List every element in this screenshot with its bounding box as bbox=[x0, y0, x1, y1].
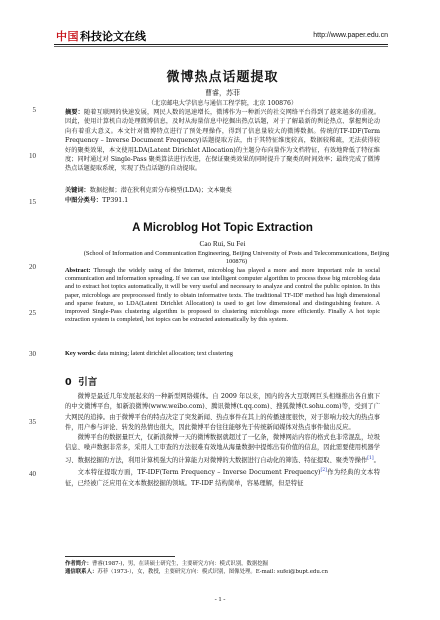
line-number: 20 bbox=[29, 263, 36, 271]
intro-body bbox=[65, 392, 380, 489]
line-number: 40 bbox=[29, 470, 36, 478]
abstract-text-en: Through the widely using of the Internet, microblog has played a more and more important role in social communication and information spreading. If we can use intelligent computer algorithm to process those big microblog data and to extract hot topics automatically, it will be very useful and necessary to analyze and control the public opinion. In this paper, microblogs are preprocessed firstly to obtain informative texts. The traditional TF-IDF method has high dimensional and sparse feature, so LDA(Latent Dirichlet Allocation) is used to get low dimensional and distinguishing feature. A improved Single-Pass clustering algorithm is proposed to clustering microblogs more efficiently. Finally A hot topic extraction system is completed, hot topics can be extracted automatically by this system. bbox=[65, 267, 380, 324]
footnote-author-text: 曹睿(1987-)，男，在读硕士研究生，主要研究方向：模式识别，数据挖掘 bbox=[91, 561, 269, 567]
line-number: 15 bbox=[29, 198, 36, 206]
paper-title-cn: 微博热点话题提取 bbox=[166, 70, 279, 85]
footnote-contact-text: 苏菲（1973-），女，教授，主要研究方向：模式识别，图像处理。E-mail: sufei@bupt.edu.cn bbox=[97, 569, 329, 575]
abstract-cn bbox=[65, 108, 380, 174]
header-divider bbox=[54, 44, 388, 45]
affiliation-cn: （北京邮电大学信息与通信工程学院，北京 100876） bbox=[147, 100, 298, 107]
footnote-contact-label: 通信联系人： bbox=[65, 569, 98, 575]
abstract-en bbox=[65, 267, 380, 324]
section-number: 0 bbox=[65, 377, 72, 388]
keywords-text-cn: 数据挖掘；潜在狄利克雷分布模型(LDA)；文本聚类 bbox=[89, 187, 232, 194]
logo-red-text: 中国 bbox=[56, 30, 79, 43]
line-number: 30 bbox=[29, 350, 36, 358]
logo-black-text: 科技论文在线 bbox=[80, 30, 146, 43]
citation-ref[interactable]: [1] bbox=[367, 455, 374, 461]
intro-paragraph-3-text: 文本特征提取方面，TF-IDF(Term Frequency – Inverse Document Frequency) bbox=[77, 469, 321, 477]
affiliation-en: (School of Information and Communication Engineering, Beijing University of Posts and Telecommunications, Beijing 100876) bbox=[83, 250, 390, 265]
keywords-en bbox=[65, 350, 380, 357]
paper-title-en: A Microblog Hot Topic Extraction bbox=[132, 222, 313, 234]
footnotes bbox=[65, 560, 380, 576]
site-url[interactable]: http://www.paper.edu.cn bbox=[313, 32, 388, 39]
footnote-contact bbox=[65, 568, 380, 576]
footnote-author-intro bbox=[65, 560, 380, 568]
abstract-label-cn: 摘要： bbox=[65, 109, 84, 116]
abstract-text-cn: 随着互联网的快速发展，网民人数的迅速增长，微博作为一种新兴的社交网络平台得到了越来越多的重视。因此，使用计算机自动处理微博信息，及时从海量信息中挖掘出热点话题，对于了解最新的舆论热点、掌握舆论动向有着重大意义。本文针对微博特点进行了预处理操作，得到了信息量较大的微博数据。传统的TF-IDF(Term Frequency – Inverse Document Frequency)话题提取方法，由于其特征维度较高，数据较稀疏，无法获得较好的聚类效果，本文使用LDA(Latent Dirichlet Allocation)的主题分布向量作为文档特征，有效地降低了特征维度；同时通过对 Single-Pass 聚类算法进行改进，在保证聚类效果的同时提升了聚类的时间效率；最终完成了微博热点话题提取系统，实现了热点话题的自动提取。 bbox=[65, 109, 381, 173]
intro-paragraph-2-end: 。 bbox=[373, 456, 380, 464]
line-number: 10 bbox=[29, 152, 36, 160]
section-heading bbox=[65, 374, 380, 388]
classification-label: 中图分类号： bbox=[65, 197, 103, 204]
abstract-label-en: Abstract: bbox=[65, 267, 91, 274]
intro-paragraph-3 bbox=[65, 466, 380, 489]
intro-paragraph-2-text: 微博平台的数据量巨大，仅新浪微博一天的微博数据就超过了一亿条，微博网站内容的格式也非常混乱，垃圾信息、噪声数据非常多，采用人工审查的方法很难有效地从海量数据中提炼出有价值的信息，因此需要使用机器学习、数据挖掘的方法，利用计算机强大的计算能力对微博的大数据进行自动化的筛选、特征提取、聚类等操作 bbox=[65, 434, 380, 464]
footnote-divider bbox=[65, 556, 175, 557]
keywords-cn bbox=[65, 185, 380, 194]
intro-paragraph-2 bbox=[65, 433, 380, 466]
section-title: 引言 bbox=[78, 377, 98, 388]
line-number: 5 bbox=[32, 106, 36, 114]
classification-cn bbox=[65, 195, 380, 204]
intro-paragraph-3-end: 作为经典的文本特征，已经被广泛应用在文本数据挖掘的领域。TF-IDF 结构简单，容易理解，但是特征 bbox=[65, 469, 380, 487]
authors-cn: 曹睿，苏菲 bbox=[205, 89, 240, 97]
journal-logo bbox=[56, 30, 146, 42]
header-divider-thin bbox=[54, 46, 388, 47]
citation-ref[interactable]: [2] bbox=[320, 468, 327, 474]
page-number: - 1 - bbox=[214, 596, 226, 603]
keywords-label-cn: 关键词： bbox=[65, 187, 90, 194]
page-header bbox=[0, 0, 440, 44]
classification-code: TP391.1 bbox=[102, 197, 129, 204]
footnote-author-label: 作者简介： bbox=[65, 561, 92, 567]
line-number: 35 bbox=[29, 418, 36, 426]
authors-en: Cao Rui, Su Fei bbox=[199, 240, 246, 248]
keywords-label-en: Key words: bbox=[65, 350, 96, 357]
intro-paragraph-1: 微博是最近几年发展起来的一种新型网络媒体。自 2009 年以来，国内的各大互联网巨头相继推出各自旗下的中文微博平台，如新浪微博(www.weibo.com)、腾讯微博(t.qq.com)、搜狐微博(t.sohu.com)等，受到了广大网民的追捧。由于微博平台的特点决定了突发新闻、热点事件在其上的传播速度很快，对于影响力较大的热点事件，用户参与评论、转发的热情也很大，因此微博平台往往能够先于传统新闻媒体对热点事件做出反应。 bbox=[65, 393, 380, 431]
line-number: 25 bbox=[29, 309, 36, 317]
keywords-text-en: data mining; latent dirichlet allocation; text clustering bbox=[97, 350, 233, 357]
